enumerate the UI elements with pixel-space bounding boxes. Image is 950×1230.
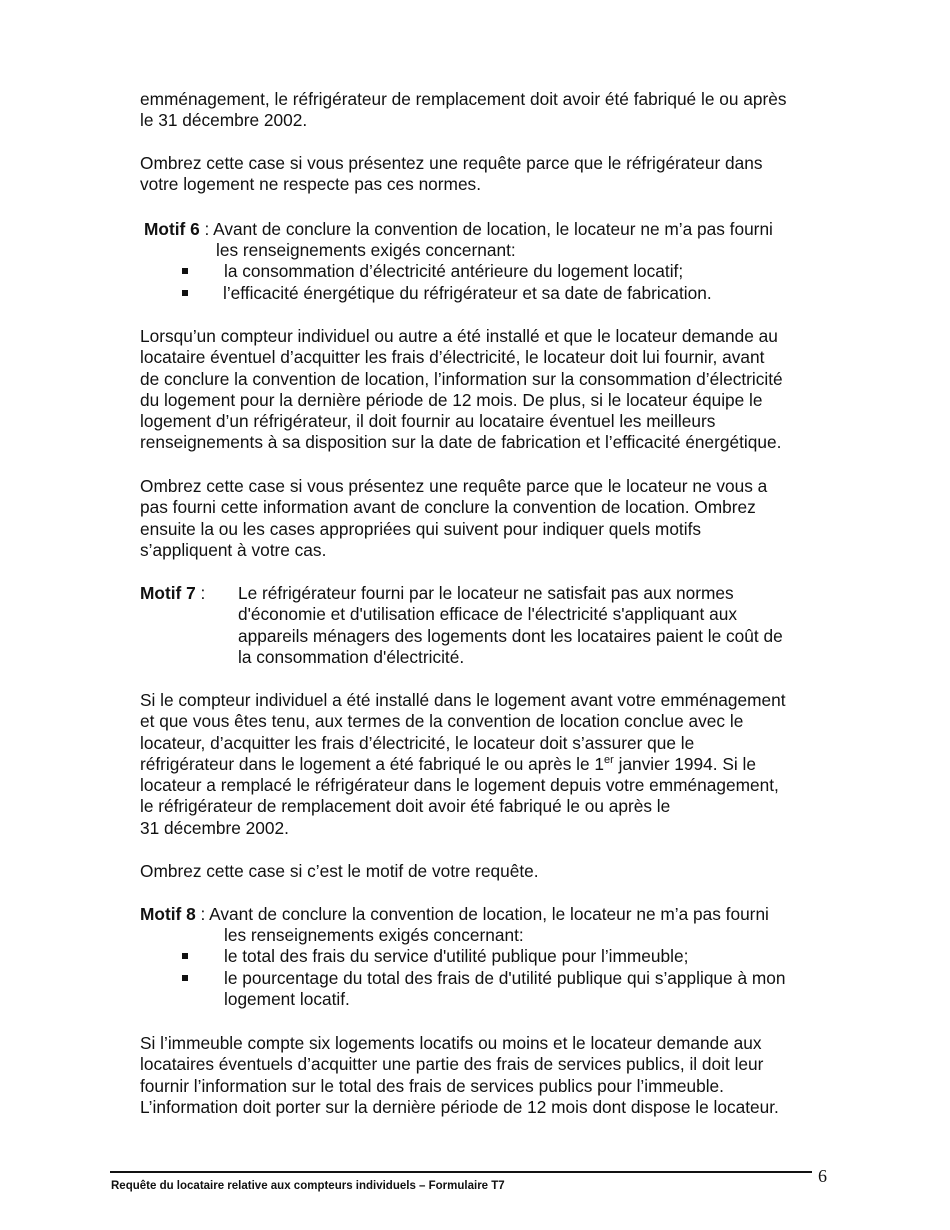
text-line: Le réfrigérateur fourni par le locateur ne satisfait pas aux normes — [238, 583, 734, 603]
text-line: appareils ménagers des logements dont les locataires paient le coût de — [238, 625, 783, 646]
text-line: locataires éventuels d’acquitter une partie des frais de services publics, il doit leur — [140, 1054, 764, 1075]
text-line: Ombrez cette case si vous présentez une requête parce que le réfrigérateur dans — [140, 153, 763, 173]
text-line: le 31 décembre 2002. — [140, 110, 308, 131]
bullet-square-icon — [182, 953, 188, 959]
motif-6-line-2: les renseignements exigés concernant: — [216, 240, 516, 260]
bullet-square-icon — [182, 975, 188, 981]
text-line: d'économie et d'utilisation efficace de l'électricité s'appliquant aux — [238, 604, 737, 625]
motif-8-heading — [140, 904, 769, 925]
text-line: le pourcentage du total des frais de d'utilité publique qui s’applique à mon — [224, 968, 786, 988]
text-line: logement d’un réfrigérateur, il doit fournir au locataire éventuel les meilleurs — [140, 411, 716, 432]
motif-6-line-1: Avant de conclure la convention de location, le locateur ne m’a pas fourni — [213, 219, 773, 239]
text-line: emménagement, le réfrigérateur de remplacement doit avoir été fabriqué le ou après — [140, 89, 787, 109]
text-line: L’information doit porter sur la dernière période de 12 mois dont dispose le locateur. — [140, 1096, 779, 1117]
text-segment: janvier 1994. Si le — [613, 753, 756, 774]
text-line: ensuite la ou les cases appropriées qui suivent pour indiquer quels motifs — [140, 518, 702, 539]
bullet-text: le total des frais du service d'utilité publique pour l’immeuble; — [224, 946, 689, 966]
text-line: votre logement ne respecte pas ces normes. — [140, 174, 482, 195]
bullet-square-icon — [182, 268, 188, 274]
paragraph-utilities-info — [140, 1033, 840, 1118]
page-number: 6 — [818, 1166, 827, 1186]
text-line: et que vous êtes tenu, aux termes de la convention de location conclue avec le — [140, 711, 744, 732]
bullet-text: l’efficacité énergétique du réfrigérateur et sa date de fabrication. — [223, 283, 712, 303]
bullet-text — [224, 968, 785, 1011]
text-line: Si l’immeuble compte six logements locatifs ou moins et le locateur demande aux — [140, 1033, 762, 1053]
paragraph-shade-instruction-3 — [140, 861, 840, 882]
bullet-square-icon — [182, 290, 188, 296]
text-line: Ombrez cette case si c’est le motif de votre requête. — [140, 861, 539, 881]
text-line: Ombrez cette case si vous présentez une requête parce que le locateur ne vous a — [140, 476, 768, 496]
paragraph-refrigerator-requirements — [140, 690, 840, 839]
text-line: la consommation d'électricité. — [238, 646, 465, 667]
ordinal-superscript: er — [604, 754, 614, 767]
text-line: locateur a remplacé le réfrigérateur dans le logement depuis votre emménagement, — [140, 775, 779, 796]
paragraph-intro-continued — [140, 89, 840, 132]
footer-title: Requête du locataire relative aux compteurs individuels – Formulaire T7 — [111, 1180, 505, 1192]
bullet-text: la consommation d’électricité antérieure du logement locatif; — [224, 261, 684, 281]
motif-8-bullet — [182, 968, 842, 1012]
motif-6-label: Motif 6 — [144, 219, 200, 239]
motif-8-separator: : — [195, 904, 210, 924]
paragraph-shade-instruction-2 — [140, 476, 840, 561]
text-line: pas fourni cette information avant de conclure la convention de location. Ombrez — [140, 497, 756, 518]
text-segment: réfrigérateur dans le logement a été fabriqué le ou après le 1 — [140, 753, 605, 774]
motif-7-separator: : — [195, 583, 206, 603]
motif-8-label: Motif 8 — [140, 904, 196, 924]
footer-divider — [110, 1171, 812, 1173]
text-line: logement locatif. — [224, 989, 350, 1010]
paragraph-meter-info — [140, 326, 840, 454]
motif-7-label: Motif 7 — [140, 583, 196, 603]
text-line: Si le compteur individuel a été installé dans le logement avant votre emménagement — [140, 690, 786, 710]
text-line: locataire éventuel d’acquitter les frais d’électricité, le locateur doit lui fournir, avant — [140, 347, 765, 368]
text-line: Lorsqu’un compteur individuel ou autre a été installé et que le locateur demande au — [140, 326, 778, 346]
motif-6-separator: : — [199, 219, 214, 239]
text-line: 31 décembre 2002. — [140, 817, 289, 838]
text-line — [140, 754, 840, 775]
text-line: de conclure la convention de location, l’information sur la consommation d’électricité — [140, 368, 783, 389]
motif-7-heading — [140, 583, 205, 604]
motif-8-line-1: Avant de conclure la convention de location, le locateur ne m’a pas fourni — [209, 904, 769, 924]
text-line: s’appliquent à votre cas. — [140, 539, 327, 560]
motif-8-line-2: les renseignements exigés concernant: — [224, 925, 524, 945]
text-line: du logement pour la dernière période de 12 mois. De plus, si le locateur équipe le — [140, 389, 763, 410]
text-line: le réfrigérateur de remplacement doit avoir été fabriqué le ou après le — [140, 796, 671, 817]
text-line: renseignements à sa disposition sur la date de fabrication et l’efficacité énergétique. — [140, 432, 782, 453]
text-line: locateur, d’acquitter les frais d’électricité, le locateur doit s’assurer que le — [140, 732, 695, 753]
motif-6-heading — [144, 219, 773, 240]
text-line: fournir l’information sur le total des frais de services publics pour l’immeuble. — [140, 1075, 724, 1096]
motif-7-text — [238, 583, 838, 668]
paragraph-shade-instruction-1 — [140, 153, 840, 196]
